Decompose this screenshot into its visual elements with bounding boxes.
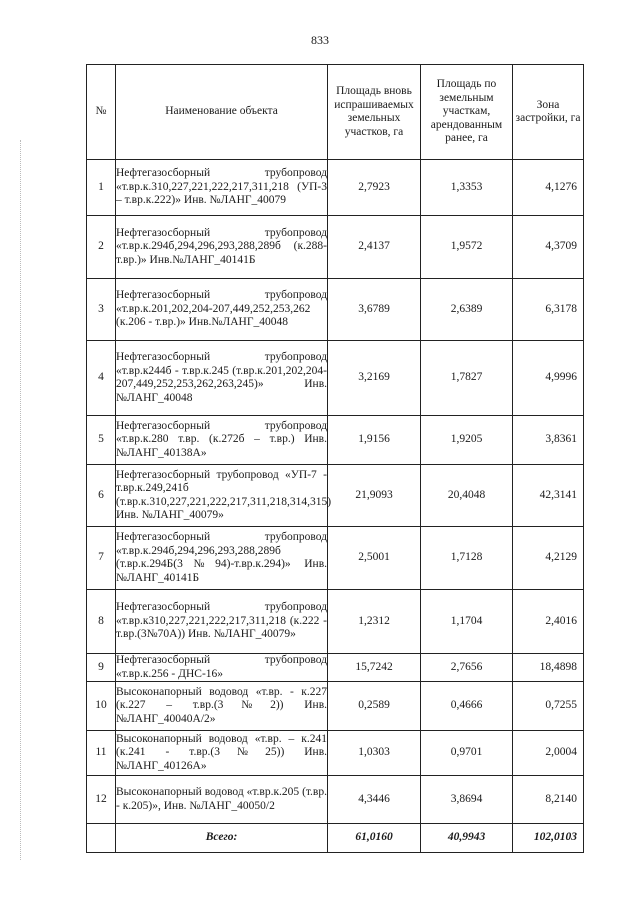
row-area-new: 1,0303 — [328, 731, 421, 776]
table-row — [87, 527, 584, 590]
row-name: Нефтегазосборный трубопровод «т.вр.к.310,227,221,222,217,311,218 (УП-3 – т.вр.к.222)» Инв. №ЛАНГ_40079 — [116, 160, 328, 216]
row-zone: 6,3178 — [513, 279, 584, 341]
row-num: 4 — [87, 341, 116, 416]
row-num: 1 — [87, 160, 116, 216]
header-num: № — [87, 65, 116, 160]
total-zone: 102,0103 — [513, 824, 584, 853]
row-zone: 18,4898 — [513, 654, 584, 682]
scan-edge-line — [20, 140, 22, 860]
table-row — [87, 731, 584, 776]
header-area-leased: Площадь по земельным участкам, арендованным ранее, га — [421, 65, 513, 160]
row-area-leased: 3,8694 — [421, 776, 513, 824]
row-num: 7 — [87, 527, 116, 590]
row-zone: 2,0004 — [513, 731, 584, 776]
total-area-new: 61,0160 — [328, 824, 421, 853]
row-name: Нефтегазосборный трубопровод «УП-7 - т.вр.к.249,241б (т.вр.к.310,227,221,222,217,311,218,314,315) Инв. №ЛАНГ_40079» — [116, 465, 328, 527]
row-zone: 4,3709 — [513, 216, 584, 279]
row-name: Нефтегазосборный трубопровод «т.вр.к.256 - ДНС-16» — [116, 654, 327, 680]
row-area-leased: 0,9701 — [421, 731, 513, 776]
row-name: Нефтегазосборный трубопровод «т.вр.к244б - т.вр.к.245 (т.вр.к.201,202,204-207,449,252,253,262,263,245)» Инв.№ЛАНГ_40048 — [116, 341, 328, 416]
table-header-row — [87, 65, 584, 160]
row-num: 3 — [87, 279, 116, 341]
table-row — [87, 216, 584, 279]
row-area-new: 0,2589 — [328, 682, 421, 731]
row-area-new: 3,6789 — [328, 279, 421, 341]
table-row — [87, 160, 584, 216]
table-body — [87, 160, 584, 853]
row-num: 11 — [87, 731, 116, 776]
table-row — [87, 465, 584, 527]
table-row — [87, 654, 584, 682]
row-area-leased: 0,4666 — [421, 682, 513, 731]
row-area-leased: 1,9205 — [421, 416, 513, 465]
total-label: Всего: — [116, 824, 328, 853]
total-row — [87, 824, 584, 853]
row-num: 5 — [87, 416, 116, 465]
row-zone: 3,8361 — [513, 416, 584, 465]
page-number: 833 — [311, 33, 329, 47]
row-area-new: 1,9156 — [328, 416, 421, 465]
row-area-new: 2,7923 — [328, 160, 421, 216]
row-name: Нефтегазосборный трубопровод «т.вр.к.201,202,204-207,449,252,253,262 (к.206 - т.вр.)» Инв.№ЛАНГ_40048 — [116, 279, 328, 341]
row-num: 6 — [87, 465, 116, 527]
row-num: 9 — [87, 654, 116, 682]
row-area-leased: 2,7656 — [421, 654, 513, 682]
row-area-leased: 2,6389 — [421, 279, 513, 341]
row-area-new: 15,7242 — [328, 654, 421, 682]
row-name: Высоконапорный водовод «т.вр. – к.241 (к.241 - т.вр.(3№25)) Инв. №ЛАНГ_40126А» — [116, 731, 328, 776]
row-num: 2 — [87, 216, 116, 279]
row-name: Нефтегазосборный трубопровод «т.вр.к.294б,294,296,293,288,289б (т.вр.к.294Б(3№94)-т.вр.к.294)» Инв.№ЛАНГ_40141Б — [116, 527, 328, 590]
row-num: 8 — [87, 590, 116, 654]
total-blank-cell — [87, 824, 116, 853]
table-row — [87, 590, 584, 654]
row-zone: 8,2140 — [513, 776, 584, 824]
header-area-new: Площадь вновь испрашиваемых земельных участков, га — [328, 65, 421, 160]
table-row — [87, 416, 584, 465]
table-row — [87, 341, 584, 416]
row-zone: 4,2129 — [513, 527, 584, 590]
row-name: Высоконапорный водовод «т.вр. - к.227 (к.227 – т.вр.(3№2)) Инв. №ЛАНГ_40040А/2» — [116, 682, 328, 731]
row-zone: 42,3141 — [513, 465, 584, 527]
land-plots-table — [86, 64, 584, 853]
row-area-new: 4,3446 — [328, 776, 421, 824]
row-zone: 2,4016 — [513, 590, 584, 654]
total-area-leased: 40,9943 — [421, 824, 513, 853]
row-num: 12 — [87, 776, 116, 824]
row-area-new: 3,2169 — [328, 341, 421, 416]
row-area-leased: 1,9572 — [421, 216, 513, 279]
row-area-leased: 1,1704 — [421, 590, 513, 654]
row-area-leased: 20,4048 — [421, 465, 513, 527]
row-area-new: 2,5001 — [328, 527, 421, 590]
header-zone: Зона застройки, га — [513, 65, 584, 160]
row-name: Высоконапорный водовод «т.вр.к.205 (т.вр. - к.205)», Инв. №ЛАНГ_40050/2 — [116, 776, 328, 824]
table-row — [87, 776, 584, 824]
row-num: 10 — [87, 682, 116, 731]
row-name: Нефтегазосборный трубопровод «т.вр.к310,227,221,222,217,311,218 (к.222 - т.вр.(3№70А)) Инв. №ЛАНГ_40079» — [116, 590, 328, 654]
row-area-leased: 1,7128 — [421, 527, 513, 590]
row-area-new: 2,4137 — [328, 216, 421, 279]
row-area-new: 1,2312 — [328, 590, 421, 654]
row-name: Нефтегазосборный трубопровод «т.вр.к.280 т.вр. (к.272б – т.вр.) Инв. №ЛАНГ_40138А» — [116, 416, 328, 465]
table-row — [87, 682, 584, 731]
row-zone: 4,9996 — [513, 341, 584, 416]
header-name: Наименование объекта — [116, 65, 328, 160]
table-row — [87, 279, 584, 341]
row-zone: 0,7255 — [513, 682, 584, 731]
row-area-leased: 1,3353 — [421, 160, 513, 216]
row-name: Нефтегазосборный трубопровод «т.вр.к.294б,294,296,293,288,289б (к.288-т.вр.)» Инв.№ЛАНГ_40141Б — [116, 216, 328, 279]
row-zone: 4,1276 — [513, 160, 584, 216]
row-area-new: 21,9093 — [328, 465, 421, 527]
row-area-leased: 1,7827 — [421, 341, 513, 416]
